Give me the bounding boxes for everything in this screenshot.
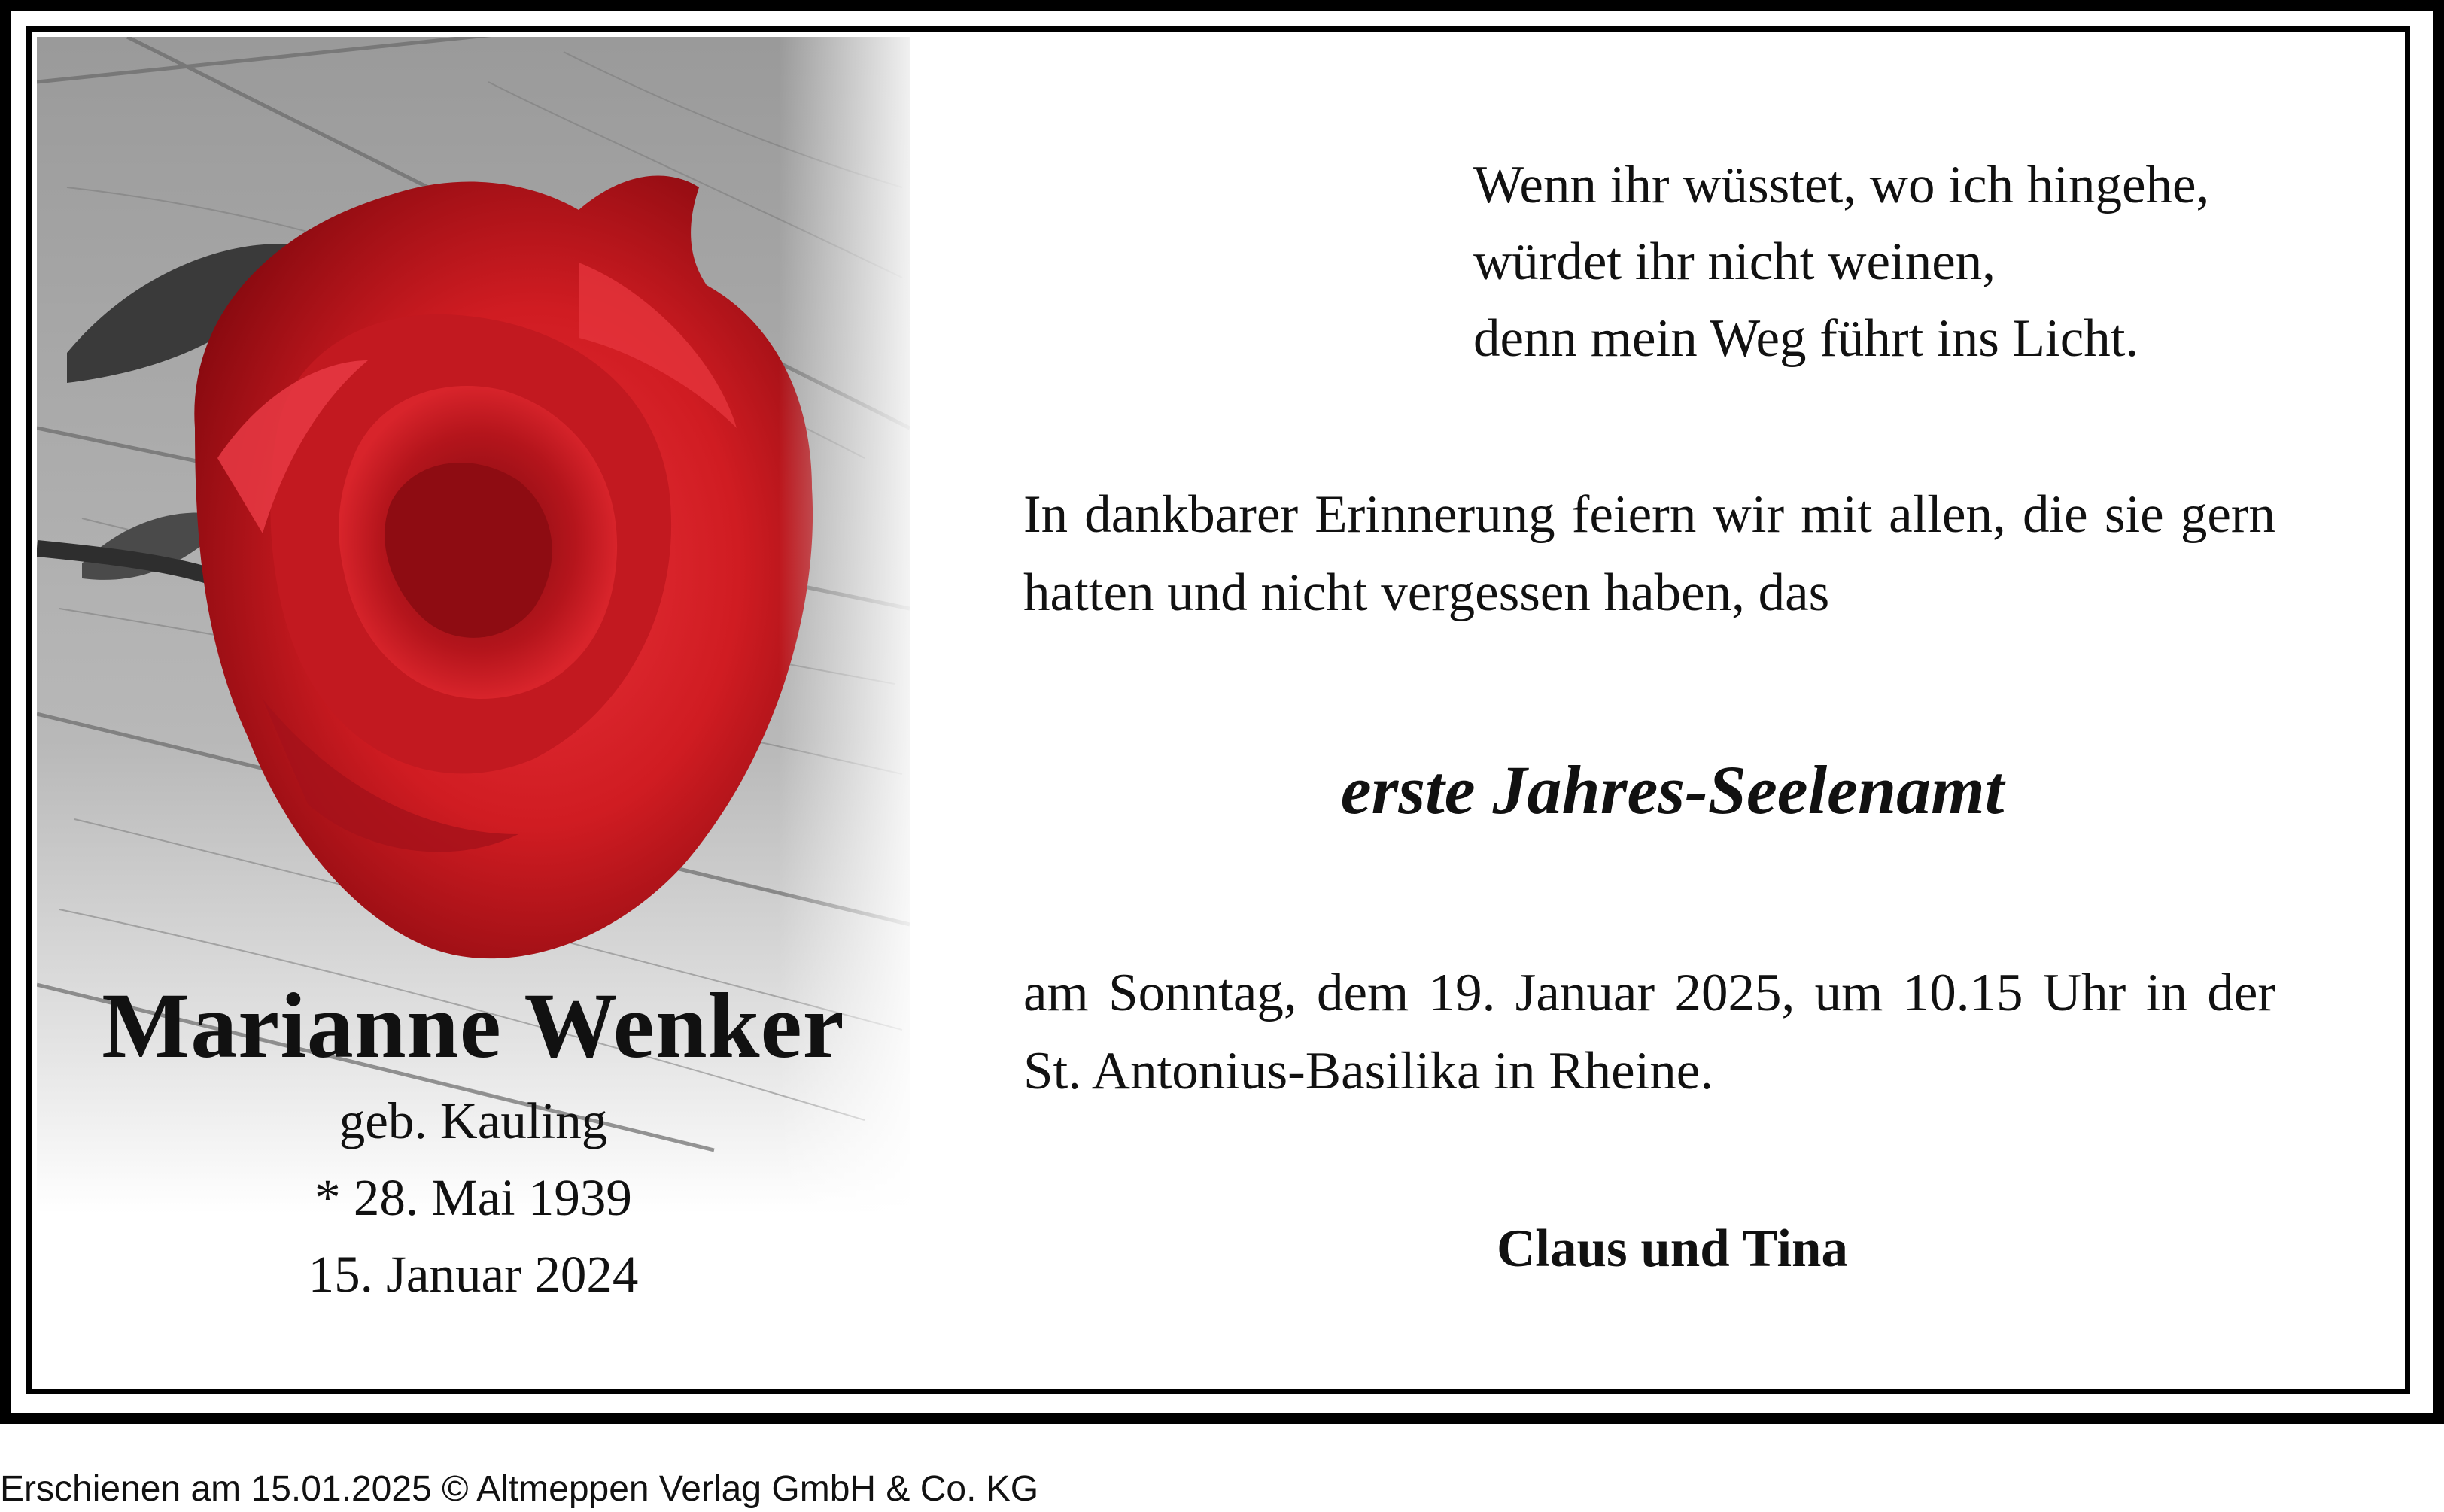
deceased-info [37, 970, 910, 1313]
publication-footer: Erschienen am 15.01.2025 © Altmeppen Verlag GmbH & Co. KG [0, 1469, 1039, 1509]
intro-paragraph: In dankbarer Erinnerung feiern wir mit allen, die sie gern hatten und nicht vergessen haben, das [1023, 485, 2275, 622]
maiden-name: geb. Kauling [339, 1092, 608, 1149]
signature: Claus und Tina [1496, 1219, 1849, 1278]
birth-date: * 28. Mai 1939 [315, 1169, 632, 1226]
verse-line: Wenn ihr wüsstet, wo ich hingehe, [1473, 156, 2210, 214]
verse-line: denn mein Weg führt ins Licht. [1473, 309, 2139, 368]
service-title: erste Jahres-Seelenamt [1340, 751, 2005, 828]
service-details: am Sonntag, dem 19. Januar 2025, um 10.15 Uhr in der St. Antonius-Basilika in Rheine. [1023, 964, 2275, 1101]
death-date: 15. Januar 2024 [308, 1246, 639, 1303]
verse-line: würdet ihr nicht weinen, [1473, 232, 1996, 291]
rose-photo [37, 37, 910, 1316]
verse [1473, 147, 2339, 377]
deceased-name: Marianne Wenker [102, 974, 845, 1077]
